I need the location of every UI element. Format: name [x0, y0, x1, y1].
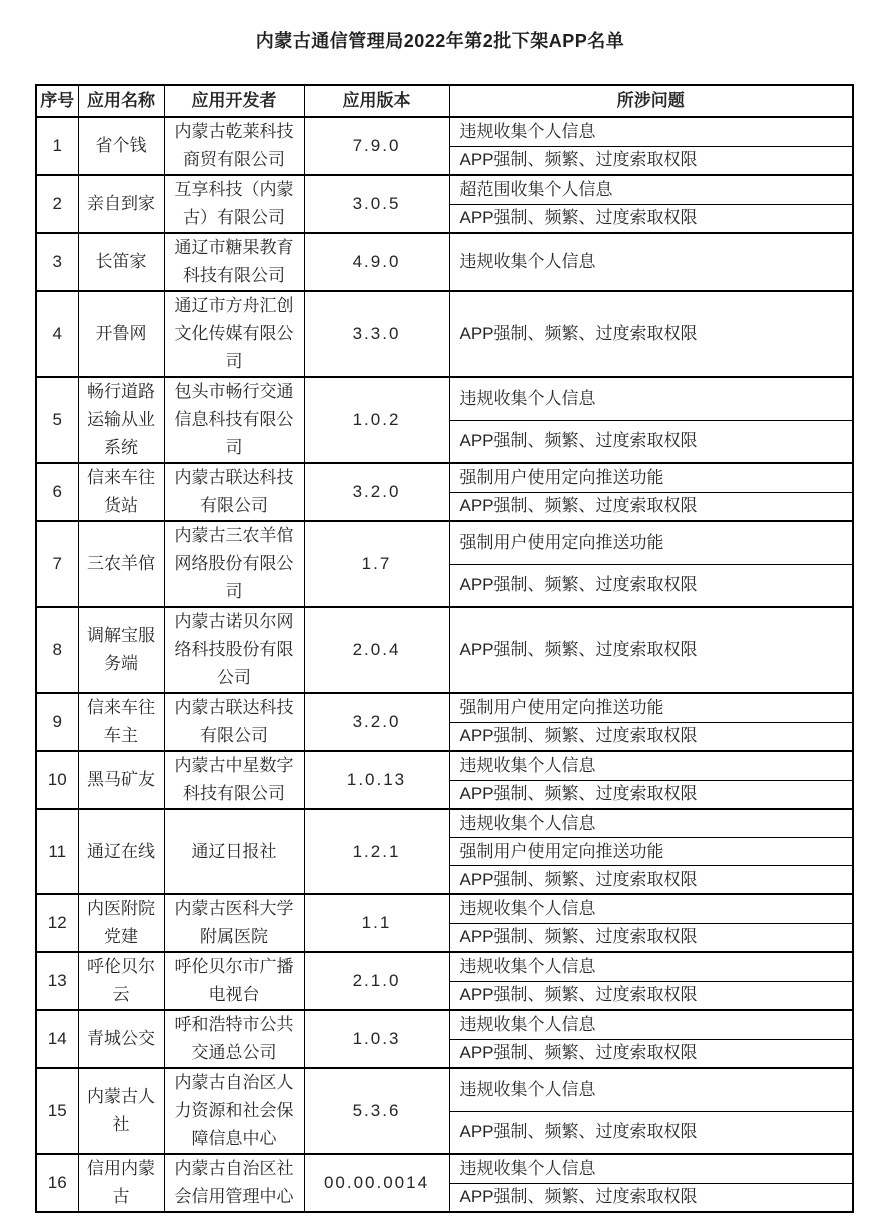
cell-issue: 强制用户使用定向推送功能: [449, 838, 853, 866]
cell-issue: APP强制、频繁、过度索取权限: [449, 291, 853, 377]
table-row: [36, 463, 853, 492]
cell-developer: 内蒙古联达科技有限公司: [164, 463, 304, 521]
cell-version: 1.1: [304, 894, 449, 952]
cell-seq: 4: [36, 291, 78, 377]
cell-app-name: 亲自到家: [78, 175, 164, 233]
table-row: [36, 521, 853, 564]
cell-seq: 10: [36, 751, 78, 809]
cell-issue: 违规收集个人信息: [449, 1068, 853, 1111]
cell-issue: 违规收集个人信息: [449, 952, 853, 981]
cell-issue: 违规收集个人信息: [449, 233, 853, 291]
cell-app-name: 省个钱: [78, 117, 164, 175]
cell-issue: APP强制、频繁、过度索取权限: [449, 923, 853, 952]
table-header-row: [36, 85, 853, 117]
cell-version: 3.3.0: [304, 291, 449, 377]
cell-issue: 违规收集个人信息: [449, 809, 853, 838]
cell-version: 7.9.0: [304, 117, 449, 175]
cell-version: 1.0.3: [304, 1010, 449, 1068]
column-header-seq: 序号: [36, 85, 78, 117]
cell-developer: 通辽市糖果教育科技有限公司: [164, 233, 304, 291]
cell-version: 3.0.5: [304, 175, 449, 233]
cell-seq: 12: [36, 894, 78, 952]
table-row: [36, 751, 853, 780]
cell-seq: 5: [36, 377, 78, 463]
cell-developer: 内蒙古医科大学附属医院: [164, 894, 304, 952]
cell-issue: APP强制、频繁、过度索取权限: [449, 1111, 853, 1154]
table-row: [36, 894, 853, 923]
cell-issue: 强制用户使用定向推送功能: [449, 521, 853, 564]
cell-app-name: 长笛家: [78, 233, 164, 291]
cell-seq: 16: [36, 1154, 78, 1212]
cell-issue: 违规收集个人信息: [449, 894, 853, 923]
cell-developer: 内蒙古中星数字科技有限公司: [164, 751, 304, 809]
cell-app-name: 内蒙古人社: [78, 1068, 164, 1154]
column-header-app-name: 应用名称: [78, 85, 164, 117]
cell-developer: 内蒙古自治区人力资源和社会保障信息中心: [164, 1068, 304, 1154]
cell-issue: 违规收集个人信息: [449, 1154, 853, 1183]
cell-issue: APP强制、频繁、过度索取权限: [449, 204, 853, 233]
cell-app-name: 信来车往货站: [78, 463, 164, 521]
cell-app-name: 青城公交: [78, 1010, 164, 1068]
cell-issue: APP强制、频繁、过度索取权限: [449, 492, 853, 521]
cell-developer: 通辽日报社: [164, 809, 304, 894]
cell-app-name: 呼伦贝尔云: [78, 952, 164, 1010]
cell-issue: APP强制、频繁、过度索取权限: [449, 780, 853, 809]
cell-version: 1.2.1: [304, 809, 449, 894]
cell-version: 1.0.13: [304, 751, 449, 809]
cell-developer: 通辽市方舟汇创文化传媒有限公司: [164, 291, 304, 377]
cell-app-name: 信用内蒙古: [78, 1154, 164, 1212]
cell-seq: 2: [36, 175, 78, 233]
cell-developer: 呼和浩特市公共交通总公司: [164, 1010, 304, 1068]
cell-issue: APP强制、频繁、过度索取权限: [449, 146, 853, 175]
cell-version: 1.0.2: [304, 377, 449, 463]
cell-issue: APP强制、频繁、过度索取权限: [449, 607, 853, 693]
cell-version: 5.3.6: [304, 1068, 449, 1154]
cell-seq: 6: [36, 463, 78, 521]
cell-seq: 1: [36, 117, 78, 175]
column-header-developer: 应用开发者: [164, 85, 304, 117]
table-row: [36, 809, 853, 838]
table-row: [36, 291, 853, 377]
cell-seq: 8: [36, 607, 78, 693]
cell-seq: 3: [36, 233, 78, 291]
cell-seq: 14: [36, 1010, 78, 1068]
cell-issue: APP强制、频繁、过度索取权限: [449, 866, 853, 895]
table-row: [36, 1010, 853, 1039]
cell-issue: APP强制、频繁、过度索取权限: [449, 564, 853, 607]
cell-developer: 内蒙古联达科技有限公司: [164, 693, 304, 751]
cell-seq: 15: [36, 1068, 78, 1154]
table-row: [36, 952, 853, 981]
cell-seq: 11: [36, 809, 78, 894]
cell-app-name: 黑马矿友: [78, 751, 164, 809]
cell-issue: 强制用户使用定向推送功能: [449, 693, 853, 722]
cell-app-name: 信来车往车主: [78, 693, 164, 751]
cell-developer: 内蒙古自治区社会信用管理中心: [164, 1154, 304, 1212]
cell-issue: 违规收集个人信息: [449, 1010, 853, 1039]
cell-app-name: 内医附院党建: [78, 894, 164, 952]
cell-developer: 内蒙古三农羊倌网络股份有限公司: [164, 521, 304, 607]
cell-issue: 违规收集个人信息: [449, 377, 853, 420]
cell-version: 4.9.0: [304, 233, 449, 291]
cell-developer: 内蒙古诺贝尔网络科技股份有限公司: [164, 607, 304, 693]
cell-issue: APP强制、频繁、过度索取权限: [449, 1183, 853, 1212]
cell-version: 2.0.4: [304, 607, 449, 693]
cell-seq: 9: [36, 693, 78, 751]
table-row: [36, 377, 853, 420]
cell-developer: 呼伦贝尔市广播电视台: [164, 952, 304, 1010]
cell-issue: APP强制、频繁、过度索取权限: [449, 1039, 853, 1068]
table-row: [36, 1068, 853, 1111]
cell-issue: 违规收集个人信息: [449, 117, 853, 146]
cell-issue: 强制用户使用定向推送功能: [449, 463, 853, 492]
cell-version: 3.2.0: [304, 693, 449, 751]
cell-issue: APP强制、频繁、过度索取权限: [449, 722, 853, 751]
column-header-version: 应用版本: [304, 85, 449, 117]
cell-version: 2.1.0: [304, 952, 449, 1010]
cell-issue: 超范围收集个人信息: [449, 175, 853, 204]
cell-issue: 违规收集个人信息: [449, 751, 853, 780]
table-row: [36, 117, 853, 146]
table-row: [36, 1154, 853, 1183]
cell-developer: 互享科技（内蒙古）有限公司: [164, 175, 304, 233]
delisted-apps-table: [35, 84, 854, 1213]
cell-issue: APP强制、频繁、过度索取权限: [449, 420, 853, 463]
page-title: 内蒙古通信管理局2022年第2批下架APP名单: [255, 31, 625, 51]
table-row: [36, 233, 853, 291]
cell-issue: APP强制、频繁、过度索取权限: [449, 981, 853, 1010]
table-row: [36, 693, 853, 722]
table-row: [36, 607, 853, 693]
column-header-issues: 所涉问题: [449, 85, 853, 117]
cell-app-name: 通辽在线: [78, 809, 164, 894]
cell-version: 00.00.0014: [304, 1154, 449, 1212]
cell-developer: 包头市畅行交通信息科技有限公司: [164, 377, 304, 463]
cell-app-name: 调解宝服务端: [78, 607, 164, 693]
cell-version: 1.7: [304, 521, 449, 607]
table-body: [36, 117, 853, 1212]
cell-app-name: 开鲁网: [78, 291, 164, 377]
cell-developer: 内蒙古乾莱科技商贸有限公司: [164, 117, 304, 175]
cell-seq: 13: [36, 952, 78, 1010]
cell-seq: 7: [36, 521, 78, 607]
cell-version: 3.2.0: [304, 463, 449, 521]
cell-app-name: 畅行道路运输从业系统: [78, 377, 164, 463]
cell-app-name: 三农羊倌: [78, 521, 164, 607]
table-row: [36, 175, 853, 204]
